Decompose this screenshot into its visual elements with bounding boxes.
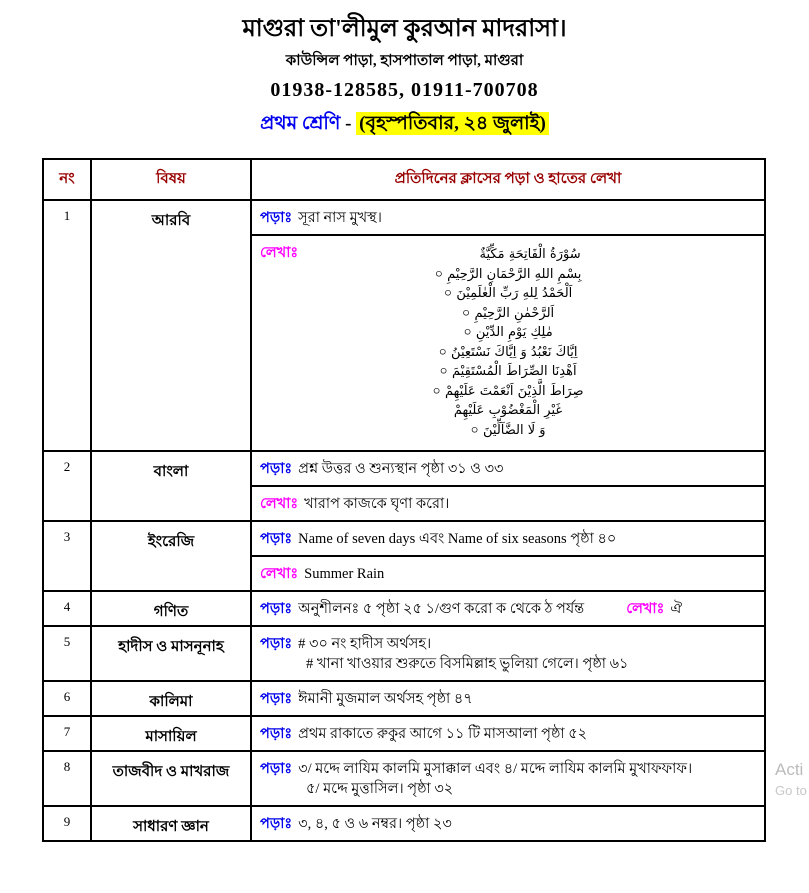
read-line [260,529,756,549]
read-cell [252,717,764,750]
class-date-line [0,109,809,141]
read-line [260,689,756,709]
arabic-line: ০ اَهْدِنَا الصِّرَاطَ الْمُسْتَقِيْمَ [439,364,577,379]
windows-activation-watermark [775,760,807,798]
address-line: কাউন্সিল পাড়া, হাসপাতাল পাড়া, মাগুরা [285,53,524,69]
row-subject: তাজবীদ ও মাখরাজ [92,752,252,805]
read-text: প্রথম রাকাতে রুকুর আগে ১১ টি মাসআলা পৃষ্ঠা ৫২ [298,726,588,742]
write-cell [252,485,764,520]
read-line-continued: # খানা খাওয়ার শুরুতে বিসমিল্লাহ ভুলিয়া গেলে। পৃষ্ঠা ৬১ [306,656,629,672]
read-cell [252,627,764,680]
read-label: পড়াঃ [260,726,293,742]
row-subject: আরবি [92,201,252,450]
read-cell [252,752,764,805]
arabic-line: ০ وَ لَا الضَّآلِّيْنَ [470,422,546,438]
row-subject: সাধারণ জ্ঞান [92,807,252,840]
column-header-subject: বিষয় [92,160,252,199]
table-row [44,520,764,590]
read-line [260,724,756,744]
table-row [44,590,764,625]
read-text: সূরা নাস মুখস্থ। [298,210,382,226]
watermark-line-1: Acti [775,760,804,779]
read-line [260,208,756,228]
row-subject: হাদীস ও মাসনূনাহ [92,627,252,680]
row-number: 4 [44,592,92,625]
read-line [260,814,756,834]
read-cell [252,452,764,485]
page-title: মাগুরা তা'লীমুল কুরআন মাদরাসা। [242,16,567,42]
row-subject: মাসায়িল [92,717,252,750]
date-highlight: (বৃহস্পতিবার, ২৪ জুলাই) [356,112,549,135]
row-subject: গণিত [92,592,252,625]
arabic-line: سُوْرَةُ الْفَاتِحَةِ مَكِّيَّةٌ [479,247,581,262]
column-header-number: নং [44,160,92,199]
phone-numbers: 01938-128585, 01911-700708 [270,79,539,101]
read-label: পড়াঃ [260,761,293,777]
arabic-line: ০ مٰلِكِ يَوْمِ الدِّيْنِ [463,325,553,340]
read-label: পড়াঃ [260,601,293,617]
table-row [44,715,764,750]
arabic-line: ০ بِسْمِ اللهِ الرَّحْمَانِ الرَّحِيْمِ [434,266,582,282]
row-subject: ইংরেজি [92,522,252,590]
read-line [260,634,756,654]
watermark-line-2: Go to [775,783,807,798]
table-header-row [44,160,764,199]
read-cell [252,592,764,625]
write-cell [252,234,764,450]
row-number: 3 [44,522,92,590]
read-line [260,759,756,779]
row-content [252,682,764,715]
row-content [252,752,764,805]
row-number: 5 [44,627,92,680]
table-row [44,680,764,715]
read-label: পড়াঃ [260,210,293,226]
row-content [252,592,764,625]
column-header-lessons: প্রতিদিনের ক্লাসের পড়া ও হাতের লেখা [394,171,622,187]
row-number: 6 [44,682,92,715]
row-number: 9 [44,807,92,840]
row-content [252,627,764,680]
write-text: খারাপ কাজকে ঘৃণা করো। [304,496,450,512]
table-row [44,199,764,450]
read-label: পড়াঃ [260,531,293,547]
read-text: প্রশ্ন উত্তর ও শুন্যস্থান পৃষ্ঠা ৩১ ও ৩৩ [298,461,504,477]
row-content [252,452,764,520]
read-text: Name of seven days এবং Name of six seasons পৃষ্ঠা ৪০ [298,531,617,547]
read-text: অনুশীলনঃ ৫ পৃষ্ঠা ২৫ ১/গুণ করো ক থেকে ঠ পর্যন্ত [298,601,585,617]
separator-dash: - [345,113,357,134]
write-label: লেখাঃ [260,566,299,582]
read-label: পড়াঃ [260,691,293,707]
arabic-text-block [260,243,756,444]
arabic-line: غَيْرِ الْمَغْضُوْبِ عَلَيْهِمْ [453,403,563,418]
write-label: লেখাঃ [260,245,299,261]
write-text: Summer Rain [304,566,385,582]
read-cell [252,807,764,840]
row-content [252,522,764,590]
document-header [0,0,809,141]
write-cell [252,555,764,590]
arabic-line: ০ اِيَّاكَ نَعْبُدُ وَ اِيَّاكَ نَسْتَعِيْنُ [438,344,578,360]
read-line-continued: ৫/ মদ্দে মুত্তাসিল। পৃষ্ঠা ৩২ [306,781,454,797]
table-row [44,450,764,520]
row-number: 7 [44,717,92,750]
read-text: ঈমানী মুজমাল অর্থসহ পৃষ্ঠা ৪৭ [298,691,473,707]
table-row [44,750,764,805]
row-subject: বাংলা [92,452,252,520]
row-subject: কালিমা [92,682,252,715]
row-content [252,717,764,750]
read-label: পড়াঃ [260,636,293,652]
read-cell [252,201,764,234]
read-cell [252,522,764,555]
row-content [252,807,764,840]
read-label: পড়াঃ [260,461,293,477]
class-name: প্রথম শ্রেণি [260,113,341,134]
read-text: ৩, ৪, ৫ ও ৬ নম্বর। পৃষ্ঠা ২৩ [298,816,452,832]
write-label: লেখাঃ [260,496,299,512]
read-line [260,459,756,479]
table-row [44,805,764,840]
read-cell [252,682,764,715]
read-text: ৩/ মদ্দে লাযিম কালমি মুসাক্কাল এবং ৪/ মদ্দে লাযিম কালমি মুখাফফাফ। [298,761,693,777]
write-text: ঐ [670,601,682,617]
read-text: # ৩০ নং হাদীস অর্থসহ। [298,636,432,652]
arabic-line: ০ اَلرَّحْمٰنِ الرَّحِيْمِ [461,305,555,321]
table-row [44,625,764,680]
read-label: পড়াঃ [260,816,293,832]
write-label: লেখাঃ [626,601,665,617]
row-content [252,201,764,450]
row-number: 8 [44,752,92,805]
arabic-line: ০ اَلْحَمْدُ لِلهِ رَبِّ الْعٰلَمِيْنَ [443,286,573,301]
row-number: 2 [44,452,92,520]
lesson-table [42,158,766,842]
read-line [260,599,756,619]
row-number: 1 [44,201,92,450]
arabic-line: ০ صِرَاطَ الَّذِيْنَ اَنْعَمْتَ عَلَيْهِمْ [432,383,584,399]
